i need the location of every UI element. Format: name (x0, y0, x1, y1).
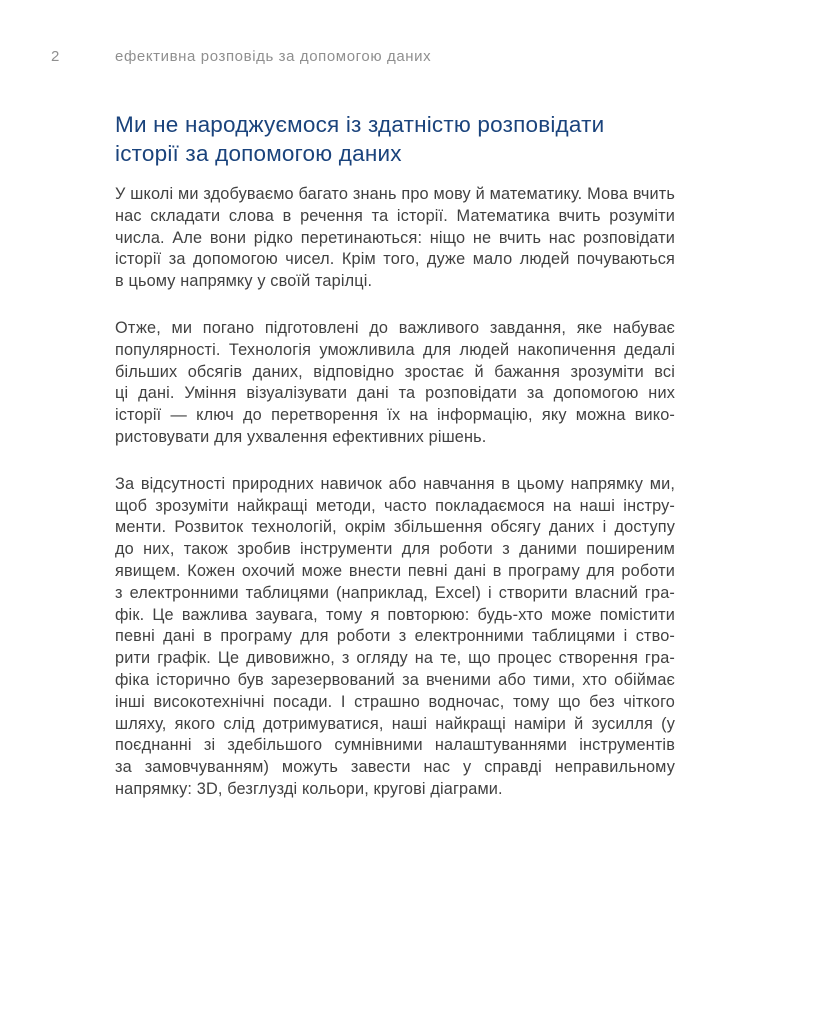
text-line: певні дані в програму для роботи з електронними таблицями і ство- (115, 627, 675, 646)
running-header (0, 48, 814, 68)
text-line: історії — ключ до перетворення їх на інформацію, яку можна вико- (115, 406, 675, 425)
body-paragraph (115, 474, 675, 801)
text-line: більших обсягів даних, відповідно зростає й бажання зрозуміти всі (115, 362, 675, 381)
text-line: історії за допомогою чисел. Крім того, дуже мало людей почуваються (115, 250, 675, 269)
body-copy (115, 184, 675, 826)
text-line: У школі ми здобуваємо багато знань про мову й математику. Мова вчить (115, 185, 675, 203)
text-line: поєднанні зі здебільшого сумнівними налаштуваннями інструментів (115, 736, 675, 755)
text-line: до них, також зробив інструменти для роботи з даними поширеним (115, 540, 675, 559)
text-line: нас складати слова в речення та історії. Математика вчить розуміти (115, 206, 675, 225)
body-paragraph (115, 184, 675, 293)
text-line: Ми не народжуємося із здатністю розповідати (115, 112, 605, 137)
text-line: менти. Розвиток технологій, окрім збільшення обсягу даних і доступу (115, 518, 675, 537)
text-line: За відсутності природних навичок або навчання в цьому напрямку ми, (115, 474, 675, 493)
text-line: в цьому напрямку у своїй тарілці. (115, 272, 373, 291)
text-line: напрямку: 3D, безглузді кольори, кругові діаграми. (115, 779, 503, 798)
text-line: щоб зрозуміти найкращі методи, часто покладаємося на наші інстру- (115, 496, 675, 515)
text-line: популярності. Технологія уможливила для людей накопичення дедалі (115, 340, 675, 359)
text-line: ристовувати для ухвалення ефективних рішень. (115, 427, 487, 446)
text-line: ці дані. Уміння візуалізувати дані та розповідати за допомогою них (115, 384, 675, 403)
text-line: явищем. Кожен охочий може внести певні дані в програму для роботи (115, 561, 675, 580)
text-line: шляху, якого слід дотримуватися, наші найкращі наміри й зусилля (у (115, 714, 675, 733)
text-line: історії за допомогою даних (115, 141, 402, 166)
text-line: фік. Це важлива заувага, тому я повторюю: будь-хто може помістити (115, 605, 675, 624)
text-line: Отже, ми погано підготовлені до важливого завдання, яке набуває (115, 318, 675, 337)
page-number: 2 (51, 48, 60, 65)
text-line: числа. Але вони рідко перетинаються: ніщо не вчить нас розповідати (115, 228, 675, 247)
text-line: з електронними таблицями (наприклад, Excel) і створити власний гра- (115, 583, 675, 602)
text-line: фіка історично був зарезервований за вченими або тими, хто обіймає (115, 670, 675, 689)
text-line: рити графік. Це дивовижно, з огляду на те, що процес створення гра- (115, 649, 675, 668)
running-header-title: ефективна розповідь за допомогою даних (115, 48, 432, 65)
text-line: інші високотехнічні посади. І страшно водночас, тому що без чіткого (115, 692, 675, 711)
body-paragraph (115, 318, 675, 449)
section-heading (115, 110, 695, 168)
text-line: за замовчуванням) можуть завести нас у справді неправильному (115, 758, 675, 777)
